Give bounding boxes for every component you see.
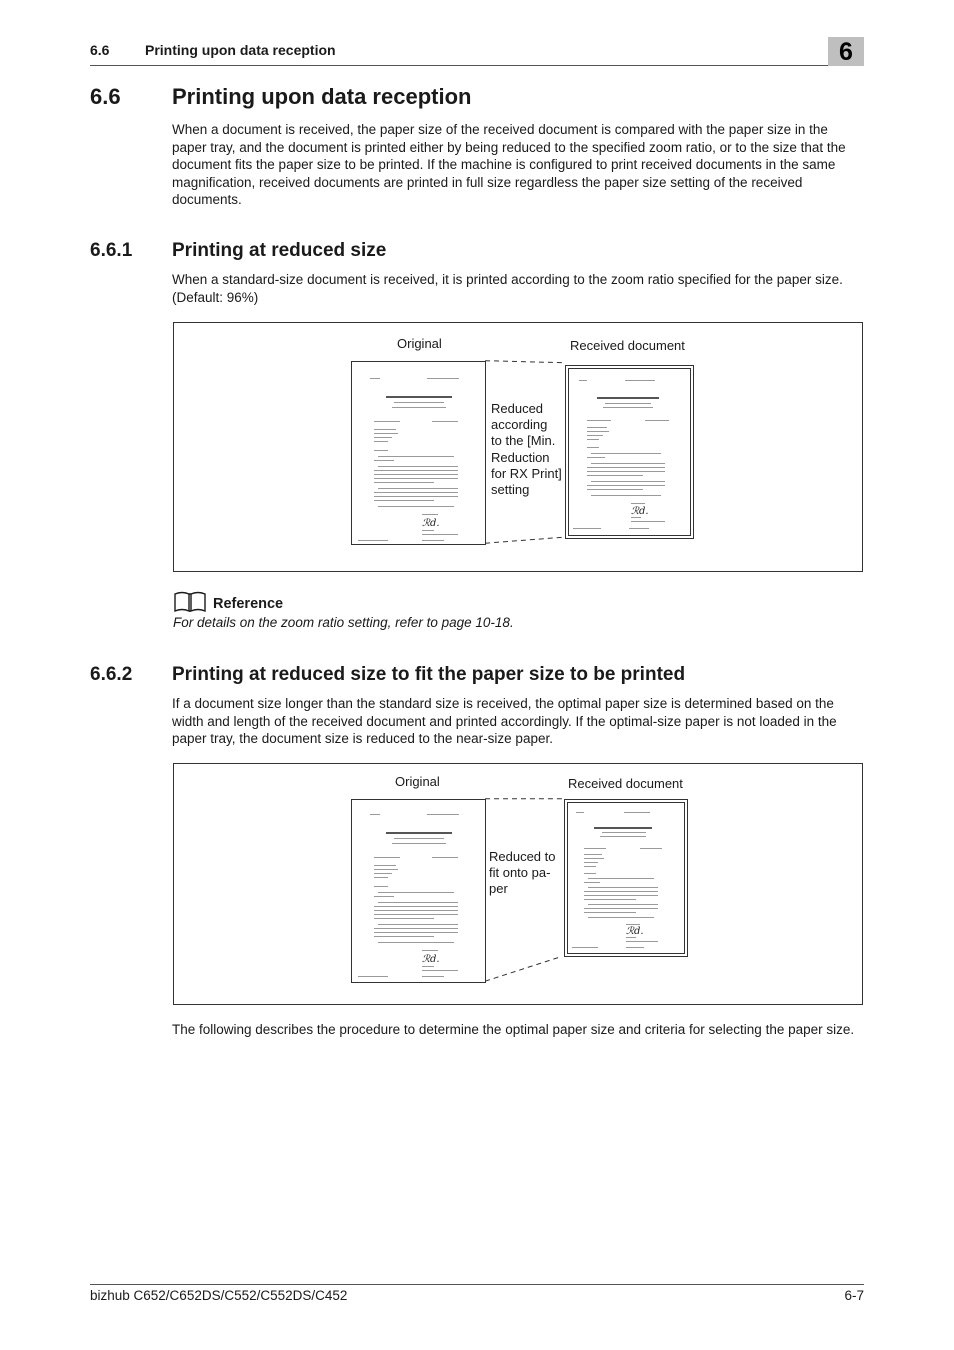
section-number: 6.6 (90, 84, 121, 109)
page-header (90, 38, 864, 66)
figure1-note-line: to the [Min. (491, 433, 556, 449)
footer-model: bizhub C652/C652DS/C552/C552DS/C452 (90, 1288, 348, 1303)
header-section-title: Printing upon data reception (145, 42, 336, 58)
figure1-original-label: Original (397, 336, 442, 351)
page-footer (90, 1284, 864, 1308)
figure2-original-document (351, 799, 486, 983)
section-title: Printing upon data reception (172, 84, 472, 109)
figure2-note-line: per (489, 881, 508, 897)
closing-paragraph: The following describes the procedure to determine the optimal paper size and criteria for selecting the paper size. (172, 1022, 855, 1037)
figure1-received-document (568, 368, 691, 536)
section-body: When a document is received, the paper size of the received document is compared with the paper size in the paper tray, and the document is printed either by being reduced to the specified zoom ratio, or to the size that the document fits the paper size to be printed. If the machine is configured to print received documents in the same magnification, received documents are printed in full size regardless the paper size setting of the received documents. (172, 122, 846, 208)
signature-mark: ℛd. (631, 506, 649, 517)
subsection1-number: 6.6.1 (90, 240, 133, 261)
figure1-original-document (351, 361, 486, 545)
signature-mark: ℛd. (422, 954, 440, 965)
subsection1-body: When a standard-size document is received, it is printed according to the zoom ratio specified for the paper size. (Default: 96%) (172, 272, 843, 305)
signature-mark: ℛd. (626, 926, 644, 937)
figure-reduced-size (173, 322, 863, 572)
figure2-received-document (567, 802, 685, 954)
figure1-note-line: Reduction (491, 449, 550, 465)
figure2-note (489, 849, 563, 898)
header-section-number: 6.6 (90, 42, 110, 58)
signature-mark: ℛd. (422, 518, 440, 529)
figure2-note-line: fit onto pa- (489, 865, 551, 881)
chapter-badge: 6 (828, 37, 864, 66)
reference-title: Reference (213, 596, 284, 612)
footer-page-number: 6-7 (844, 1288, 864, 1303)
subsection2-title: Printing at reduced size to fit the paper size to be printed (172, 664, 686, 685)
figure1-note-line: Reduced (491, 401, 544, 416)
figure1-received-label: Received document (570, 338, 685, 353)
figure-fit-paper (173, 763, 863, 1005)
figure1-note (491, 401, 563, 498)
figure2-original-label: Original (395, 774, 440, 789)
figure2-note-line: Reduced to (489, 849, 556, 864)
subsection1-title: Printing at reduced size (172, 240, 387, 261)
figure1-note-line: according (491, 417, 548, 433)
figure2-received-label: Received document (568, 776, 683, 791)
figure1-note-line: setting (491, 482, 530, 498)
figure1-note-line: for RX Print] (491, 465, 562, 481)
reference-text: For details on the zoom ratio setting, refer to page 10-18. (173, 615, 514, 630)
book-icon (173, 591, 207, 613)
subsection2-body: If a document size longer than the standard size is received, the optimal paper size is determined based on the width and length of the received document and printed accordingly. If the optimal-size paper is not loaded in the paper tray, the document size is reduced to the near-size paper. (172, 696, 837, 747)
subsection2-number: 6.6.2 (90, 664, 133, 685)
